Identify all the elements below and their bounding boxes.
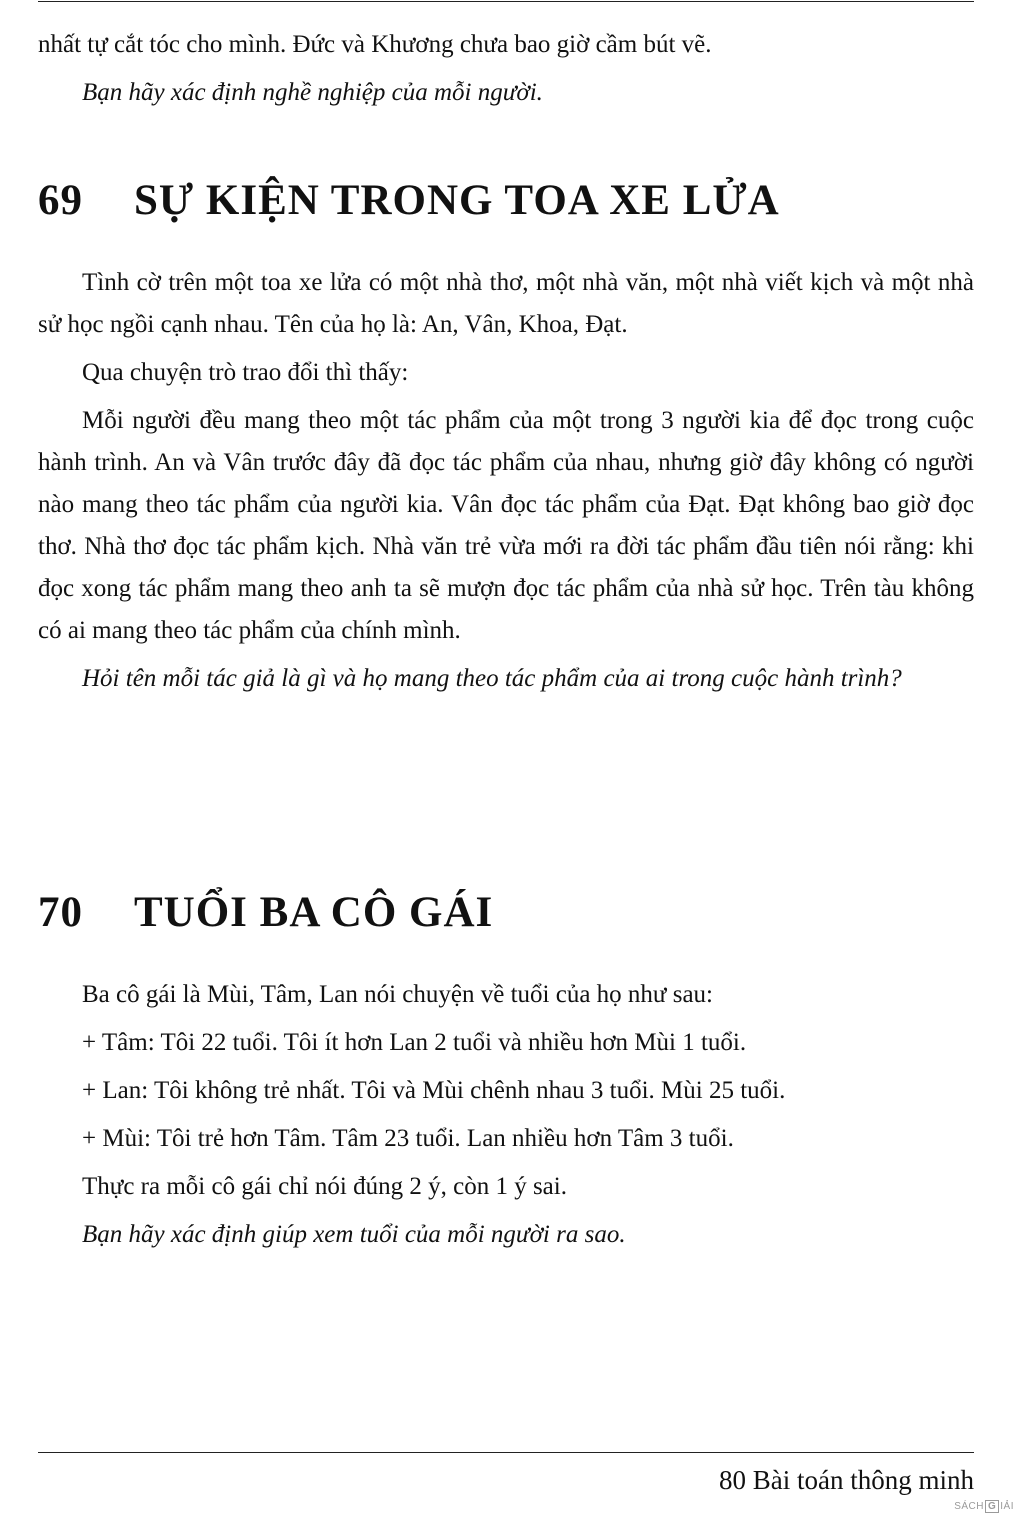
watermark-left: SÁCH (954, 1501, 984, 1512)
section-70-line-lan: + Lan: Tôi không trẻ nhất. Tôi và Mùi chênh nhau 3 tuổi. Mùi 25 tuổi. (82, 1077, 786, 1104)
watermark-mid: G (985, 1500, 999, 1513)
section-70-number: 70 (38, 889, 83, 936)
section-69-question: Hỏi tên mỗi tác giả là gì và họ mang theo tác phẩm của ai trong cuộc hành trình? (82, 665, 902, 692)
section-70-question: Bạn hãy xác định giúp xem tuổi của mỗi người ra sao. (82, 1221, 626, 1248)
section-70-intro: Ba cô gái là Mùi, Tâm, Lan nói chuyện về tuổi của họ như sau: (82, 981, 713, 1008)
section-70-line-tam: + Tâm: Tôi 22 tuổi. Tôi ít hơn Lan 2 tuổi và nhiều hơn Mùi 1 tuổi. (82, 1029, 747, 1056)
section-70-line-mui: + Mùi: Tôi trẻ hơn Tâm. Tâm 23 tuổi. Lan nhiều hơn Tâm 3 tuổi. (82, 1125, 734, 1152)
section-69-paragraph-3: Mỗi người đều mang theo một tác phẩm của một trong 3 người kia để đọc trong cuộc hành trình. An và Vân trước đây đã đọc tác phẩm của nhau, nhưng giờ đây không có người nào mang theo tác phẩm của người kia. Vân đọc tác phẩm của Đạt. Đạt không bao giờ đọc thơ. Nhà thơ đọc tác phẩm kịch. Nhà văn trẻ vừa mới ra đời tác phẩm đầu tiên nói rằng: khi đọc xong tác phẩm mang theo anh ta sẽ mượn đọc tác phẩm của nhà sử học. Trên tàu không có ai mang theo tác phẩm của chính mình. (38, 407, 974, 644)
section-69-paragraph-2: Qua chuyện trò trao đổi thì thấy: (82, 359, 409, 386)
section-69-number: 69 (38, 177, 83, 224)
section-69-body (38, 262, 974, 700)
fragment-line: nhất tự cắt tóc cho mình. Đức và Khương chưa bao giờ cầm bút vẽ. (38, 31, 712, 58)
watermark-logo (954, 1500, 1014, 1513)
footer-book-title: 80 Bài toán thông minh (719, 1465, 974, 1495)
section-69-paragraph-1: Tình cờ trên một toa xe lửa có một nhà thơ, một nhà văn, một nhà viết kịch và một nhà sử học ngồi cạnh nhau. Tên của họ là: An, Vân, Khoa, Đạt. (38, 269, 974, 338)
watermark-right: IẢI (1000, 1501, 1014, 1512)
section-70-fact: Thực ra mỗi cô gái chỉ nói đúng 2 ý, còn 1 ý sai. (82, 1173, 567, 1200)
fragment-question: Bạn hãy xác định nghề nghiệp của mỗi người. (82, 79, 543, 106)
section-70-body (38, 974, 974, 1256)
previous-problem-fragment (38, 24, 974, 114)
section-70-heading (38, 888, 493, 938)
section-69-heading (38, 176, 780, 226)
section-69-title: SỰ KIỆN TRONG TOA XE LỬA (134, 177, 780, 224)
section-70-title: TUỔI BA CÔ GÁI (134, 889, 494, 936)
bottom-rule (38, 1452, 974, 1453)
top-rule (38, 1, 974, 2)
